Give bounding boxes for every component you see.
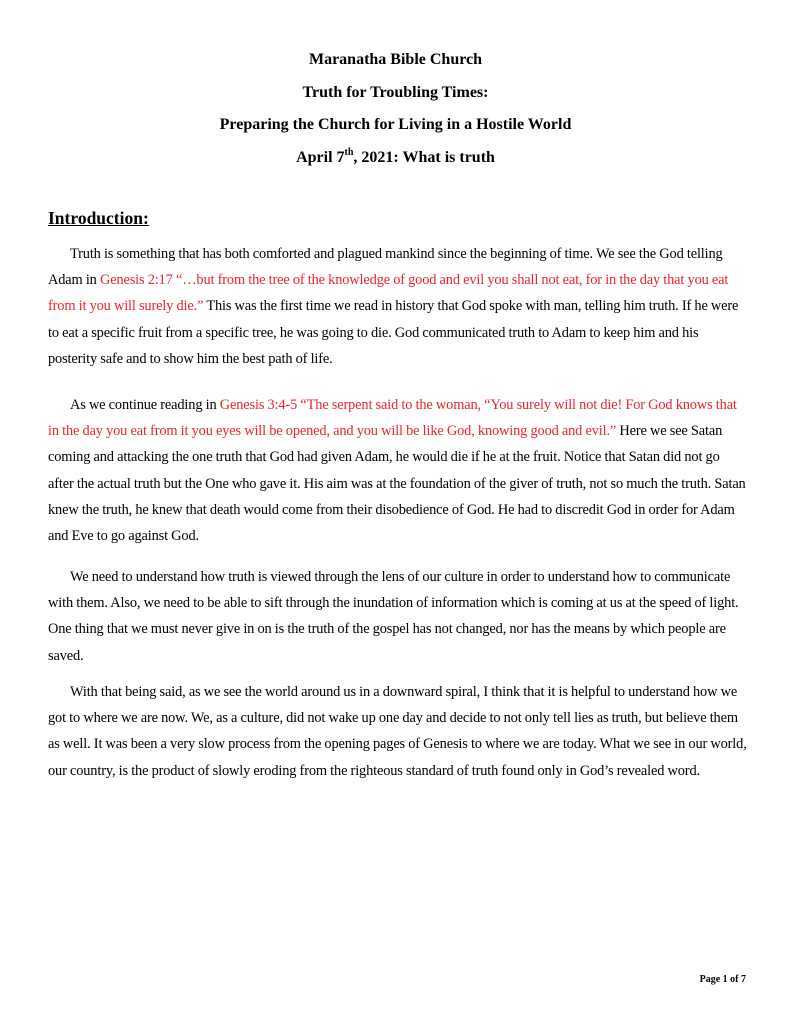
- section-title: Introduction:: [48, 208, 149, 228]
- paragraph-2-text-a: As we continue reading in: [70, 397, 220, 413]
- paragraph-3: We need to understand how truth is viewed through the lens of our culture in order to understand how to communicate with them. Also, we need to be able to sift through the inundation of information which is coming at us at the speed of light. One thing that we must never give in on is the truth of the gospel has not changed, nor has the means by which people are saved.: [48, 569, 739, 664]
- paragraph-1-text-b: This was the first time we read in history that God spoke with man, telling him truth. If he were to eat a specific fruit from a specific tree, he was going to die. God communicated truth to Adam to keep him and his posterity safe and to show him the best path of life.: [48, 298, 739, 367]
- paragraph-4: With that being said, as we see the world around us in a downward spiral, I think that it is helpful to understand how we got to where we are now. We, as a culture, did not wake up one day and decide to not only tell lies as truth, but believe them as well. It was been a very slow process from the opening pages of Genesis to where we are today. What we see in our world, our country, is the product of slowly eroding from the righteous standard of truth found only in God’s revealed word.: [48, 684, 747, 779]
- paragraph-1: [48, 241, 748, 372]
- series-subtitle: Preparing the Church for Living in a Hostile World: [219, 116, 572, 133]
- series-title: Truth for Troubling Times:: [302, 84, 489, 101]
- date-prefix: April 7: [296, 149, 345, 166]
- paragraph-1-text-a: Truth is something that has both comforted and plagued mankind since the beginning of time. We see the God telling Adam in: [48, 246, 723, 289]
- page-number: Page 1 of 7: [699, 974, 746, 985]
- paragraph-2: [48, 392, 748, 549]
- church-name: Maranatha Bible Church: [308, 51, 483, 68]
- scripture-quote-genesis-3-4: Genesis 3:4-5 “The serpent said to the woman, “You surely will not die! For God knows that in the day you eat from it you eyes will be opened, and you will be like God, knowing good and evil.”: [48, 397, 737, 440]
- paragraph-2-text-b: Here we see Satan coming and attacking the one truth that God had given Adam, he would die if he at the fruit. Notice that Satan did not go after the actual truth but the One who gave it. His aim was at the foundation of the giver of truth, not so much the truth. Satan knew the truth, he knew that death would come from their disobedience of God. He had to discredit God in order for Adam and Eve to go against God.: [48, 423, 746, 545]
- date-ordinal: th: [344, 146, 354, 158]
- date-rest: , 2021: What is truth: [353, 149, 495, 166]
- scripture-quote-genesis-2-17: Genesis 2:17 “…but from the tree of the knowledge of good and evil you shall not eat, for in the day that you eat from it you will surely die.”: [48, 272, 729, 315]
- sermon-date-title: [0, 148, 791, 168]
